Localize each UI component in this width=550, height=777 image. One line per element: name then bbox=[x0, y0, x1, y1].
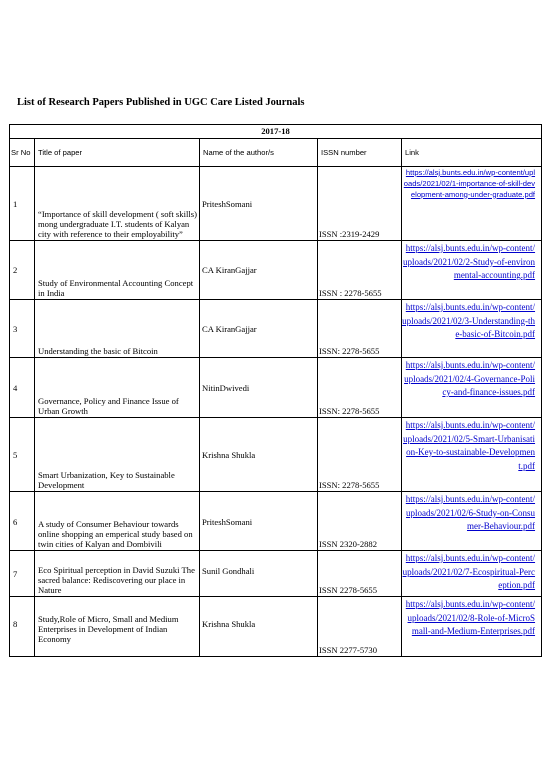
row-issn: ISSN: 2278-5655 bbox=[319, 406, 380, 416]
header-title: Title of paper bbox=[35, 139, 200, 167]
row-title: A study of Consumer Behaviour towards online shopping an emperical study based on twin cities of Kalyan and Dombivili bbox=[38, 519, 193, 549]
row-link[interactable]: https://alsj.bunts.edu.in/wp-content/uploads/2021/02/6-Study-on-Consumer-Behaviour.pdf bbox=[405, 494, 536, 531]
row-issn: ISSN : 2278-5655 bbox=[319, 288, 382, 298]
row-title: Smart Urbanization, Key to Sustainable Development bbox=[38, 470, 175, 490]
row-author: Sunil Gondhali bbox=[202, 566, 255, 576]
row-author: NitinDwivedi bbox=[202, 383, 250, 393]
row-sr-no: 4 bbox=[13, 383, 18, 393]
table-row bbox=[10, 597, 542, 657]
row-sr-no: 5 bbox=[13, 450, 18, 460]
row-title: Study of Environmental Accounting Concept in India bbox=[38, 278, 194, 298]
year-row bbox=[10, 125, 542, 139]
row-sr-no: 3 bbox=[13, 324, 18, 334]
row-issn: ISSN 2320-2882 bbox=[319, 539, 378, 549]
row-sr-no: 2 bbox=[13, 265, 18, 275]
row-sr-no: 7 bbox=[13, 569, 18, 579]
row-link[interactable]: https://alsj.bunts.edu.in/wp-content/uploads/2021/02/2-Study-of-environmental-accounting.pdf bbox=[403, 243, 536, 280]
row-issn: ISSN: 2278-5655 bbox=[319, 480, 380, 490]
row-link[interactable]: https://alsj.bunts.edu.in/wp-content/uploads/2021/02/4-Governance-Policy-and-finance-issues.pdf bbox=[404, 360, 536, 397]
header-issn: ISSN number bbox=[318, 139, 402, 167]
document-title: List of Research Papers Published in UGC Care Listed Journals bbox=[17, 97, 305, 108]
row-author: Krishna Shukla bbox=[202, 619, 256, 629]
row-sr-no: 8 bbox=[13, 619, 18, 629]
table-row bbox=[10, 241, 542, 300]
row-sr-no: 1 bbox=[13, 199, 18, 209]
row-issn: ISSN :2319-2429 bbox=[319, 229, 380, 239]
row-issn: ISSN 2278-5655 bbox=[319, 585, 378, 595]
table-row bbox=[10, 167, 542, 241]
row-link[interactable]: https://alsj.bunts.edu.in/wp-content/uploads/2021/02/1-importance-of-skill-development-among-under-graduate.pdf bbox=[403, 168, 536, 199]
row-sr-no: 6 bbox=[13, 517, 18, 527]
row-link[interactable]: https://alsj.bunts.edu.in/wp-content/uploads/2021/02/7-Ecospiritual-Perception.pdf bbox=[402, 553, 536, 590]
row-author: PriteshSomani bbox=[202, 199, 253, 209]
row-title: Understanding the basic of Bitcoin bbox=[38, 346, 158, 356]
row-title: Governance, Policy and Finance Issue of Urban Growth bbox=[38, 396, 179, 416]
row-issn: ISSN 2277-5730 bbox=[319, 645, 378, 655]
header-sr-no: Sr No bbox=[10, 139, 35, 167]
table-row bbox=[10, 358, 542, 418]
row-author: Krishna Shukla bbox=[202, 450, 256, 460]
table-row bbox=[10, 492, 542, 551]
row-link[interactable]: https://alsj.bunts.edu.in/wp-content/uploads/2021/02/8-Role-of-MicroSmall-and-Medium-Enterprises.pdf bbox=[405, 599, 536, 636]
header-author: Name of the author/s bbox=[200, 139, 318, 167]
year-label: 2017-18 bbox=[10, 125, 542, 139]
row-title: “Importance of skill development ( soft skills) mong undergraduate I.T. students of Kalyan city with reference to their employability” bbox=[38, 209, 197, 239]
table-row bbox=[10, 300, 542, 358]
research-papers-table bbox=[9, 124, 542, 657]
row-author: CA KiranGajjar bbox=[202, 265, 257, 275]
header-row bbox=[10, 139, 542, 167]
row-link[interactable]: https://alsj.bunts.edu.in/wp-content/uploads/2021/02/3-Understanding-the-basic-of-Bitcoin.pdf bbox=[402, 302, 536, 339]
row-issn: ISSN: 2278-5655 bbox=[319, 346, 380, 356]
row-author: PriteshSomani bbox=[202, 517, 253, 527]
row-link[interactable]: https://alsj.bunts.edu.in/wp-content/uploads/2021/02/5-Smart-Urbanisation-Key-to-sustainable-Development.pdf bbox=[403, 420, 536, 471]
row-title: Study,Role of Micro, Small and Medium Enterprises in Development of Indian Economy bbox=[38, 614, 179, 644]
table-row bbox=[10, 551, 542, 597]
header-link: Link bbox=[402, 139, 542, 167]
row-author: CA KiranGajjar bbox=[202, 324, 257, 334]
row-title: Eco Spiritual perception in David Suzuki The sacred balance: Rediscovering our place in Nature bbox=[38, 565, 195, 595]
table-row bbox=[10, 418, 542, 492]
